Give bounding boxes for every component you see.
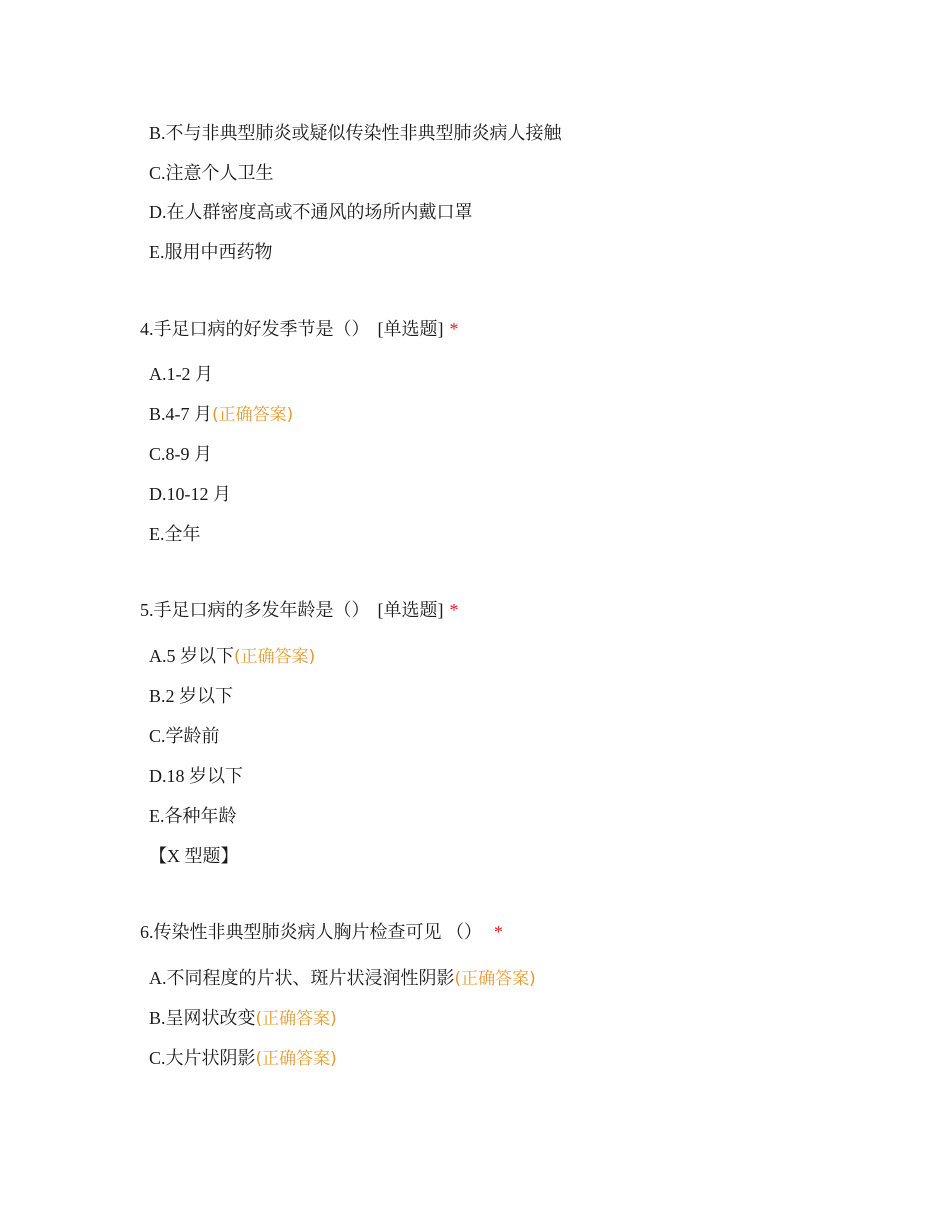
option-label: D.10-12 月	[149, 484, 231, 504]
option-label: B.2 岁以下	[149, 686, 234, 706]
q4-option-a	[149, 362, 213, 386]
option-label: C.学龄前	[149, 726, 220, 746]
option-label: E.各种年龄	[149, 806, 237, 826]
option-label: C.大片状阴影	[149, 1048, 256, 1068]
q5-option-c	[149, 724, 220, 748]
q3-option-d	[149, 200, 473, 224]
option-label: A.5 岁以下	[149, 646, 234, 666]
option-label: A.1-2 月	[149, 364, 213, 384]
q6-option-a	[149, 966, 536, 991]
correct-answer-marker: (正确答案)	[234, 647, 316, 667]
question-type: [单选题]	[377, 600, 444, 620]
question-text: 5.手足口病的多发年龄是（）	[140, 600, 370, 620]
option-label: E.服用中西药物	[149, 242, 273, 262]
option-label: B.呈网状改变	[149, 1008, 256, 1028]
q5-option-b	[149, 684, 233, 708]
q6-option-b	[149, 1006, 337, 1031]
question-text: 6.传染性非典型肺炎病人胸片检查可见 （）	[140, 922, 482, 942]
q6-option-c	[149, 1046, 337, 1071]
correct-answer-marker: (正确答案)	[255, 1049, 337, 1069]
option-label: B.不与非典型肺炎或疑似传染性非典型肺炎病人接触	[149, 123, 562, 143]
option-label: D.18 岁以下	[149, 766, 243, 786]
q3-option-c	[149, 161, 274, 185]
q4-option-b	[149, 402, 293, 427]
correct-answer-marker: (正确答案)	[212, 405, 294, 425]
option-label: C.8-9 月	[149, 444, 212, 464]
correct-answer-marker: (正确答案)	[255, 1009, 337, 1029]
q5-title	[140, 598, 459, 622]
q5-option-a	[149, 644, 315, 669]
q3-option-e	[149, 240, 273, 264]
required-star: *	[449, 319, 459, 339]
q6-title	[140, 920, 503, 944]
q4-title	[140, 317, 459, 341]
required-star: *	[449, 600, 459, 620]
q4-option-d	[149, 482, 231, 506]
option-label: C.注意个人卫生	[149, 163, 274, 183]
q4-option-e	[149, 522, 201, 546]
required-star: *	[494, 922, 503, 942]
option-label: B.4-7 月	[149, 404, 212, 424]
q5-option-d	[149, 764, 243, 788]
section-heading-x-type: 【X 型题】	[149, 846, 239, 866]
question-type: [单选题]	[377, 319, 444, 339]
correct-answer-marker: (正确答案)	[454, 969, 536, 989]
option-label: A.不同程度的片状、斑片状浸润性阴影	[149, 968, 455, 988]
option-label: E.全年	[149, 524, 201, 544]
q3-option-b	[149, 121, 562, 145]
q4-option-c	[149, 442, 212, 466]
q5-option-e	[149, 804, 237, 828]
option-label: D.在人群密度高或不通风的场所内戴口罩	[149, 202, 473, 222]
question-text: 4.手足口病的好发季节是（）	[140, 319, 370, 339]
